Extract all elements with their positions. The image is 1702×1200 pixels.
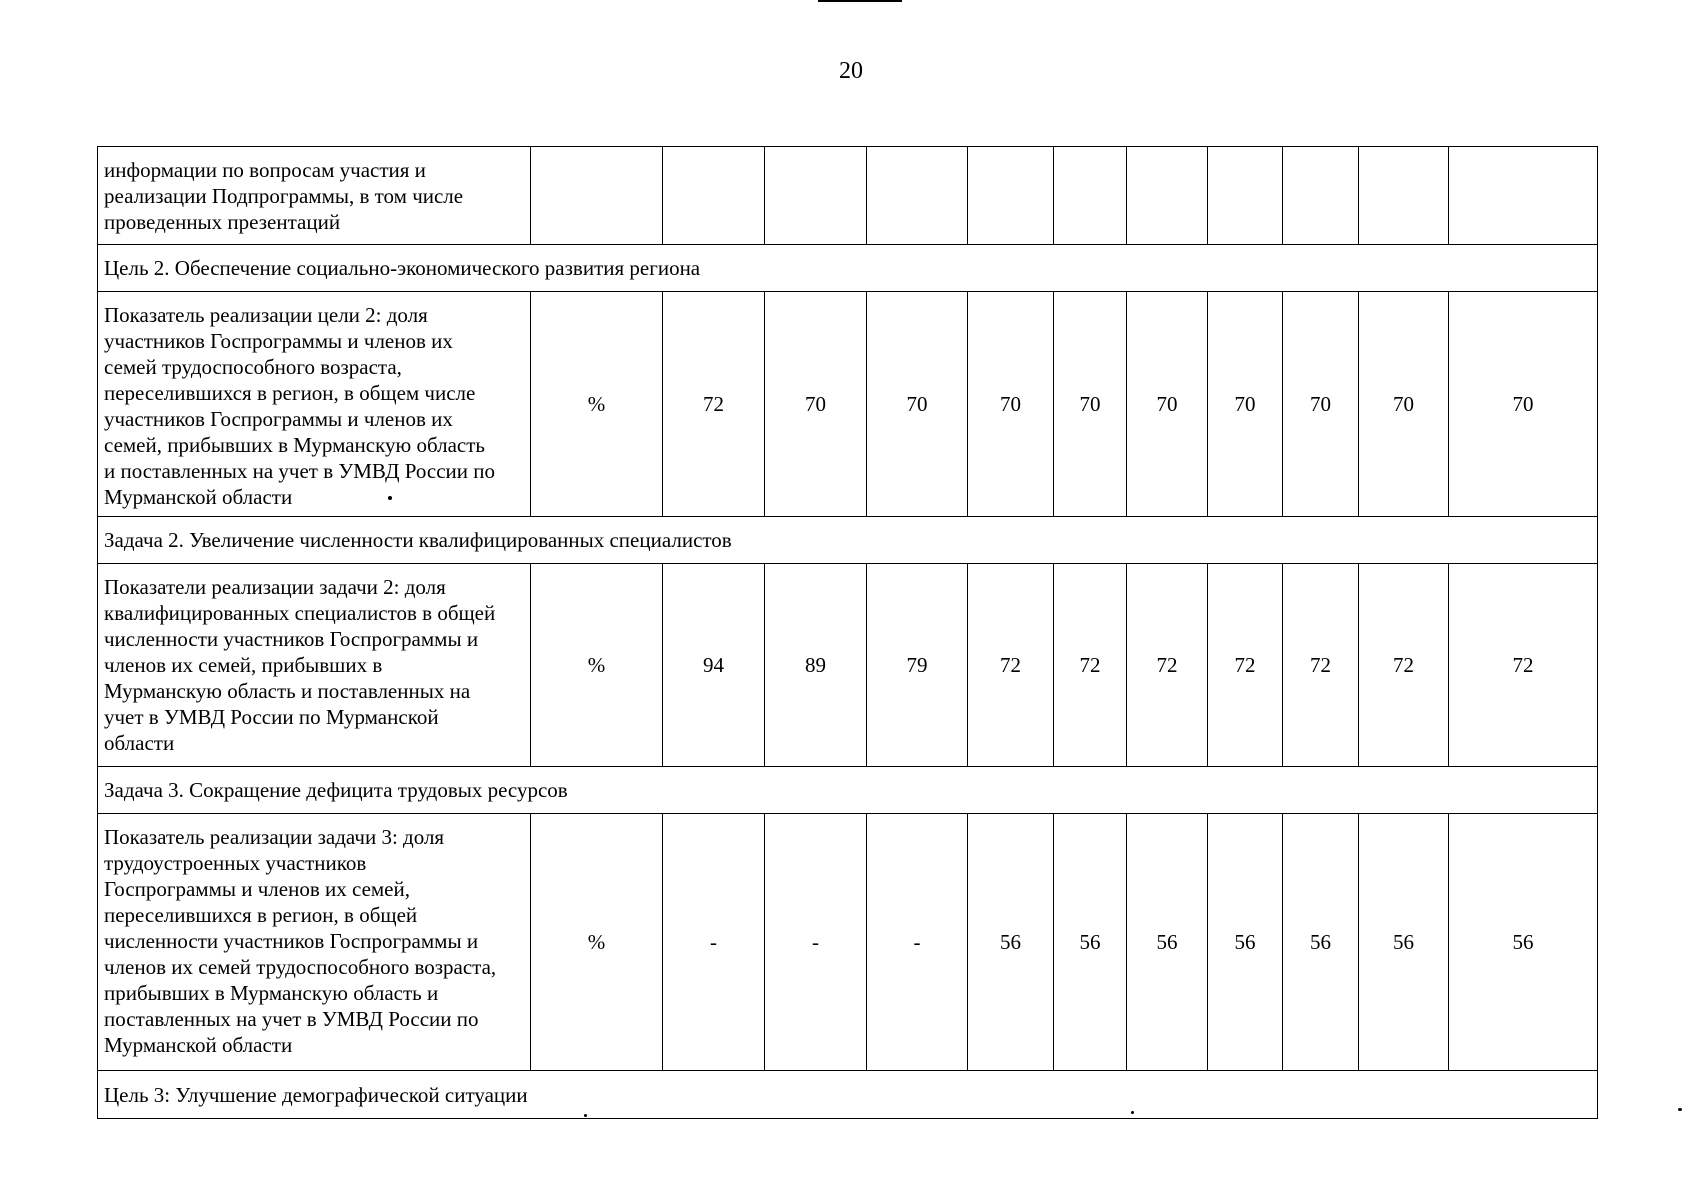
value-cell: 72 xyxy=(1283,564,1359,767)
section-heading: Цель 2. Обеспечение социально-экономического развития региона xyxy=(98,245,1598,292)
value-cell xyxy=(1054,147,1127,245)
indicator-label xyxy=(98,814,531,1071)
unit-cell: % xyxy=(531,814,663,1071)
value-cell: 70 xyxy=(1283,292,1359,517)
unit-cell xyxy=(531,147,663,245)
value-cell: 72 xyxy=(1208,564,1283,767)
value-cell: 70 xyxy=(1359,292,1449,517)
value-cell xyxy=(1449,147,1598,245)
value-cell xyxy=(968,147,1054,245)
value-cell: 70 xyxy=(867,292,968,517)
indicator-row xyxy=(98,564,1598,767)
value-cell: 56 xyxy=(1054,814,1127,1071)
indicator-label-text: Показатель реализации цели 2: доля участников Госпрограммы и членов их семей трудоспособного возраста, переселившихся в регион, в общем числе участников Госпрограммы и членов их семей, прибывших в Мурманскую область и поставленных на учет в УМВД России по Мурманской области xyxy=(104,303,495,509)
indicator-label-text: информации по вопросам участия и реализации Подпрограммы, в том числе проведенных презентаций xyxy=(104,158,464,234)
indicator-label-text: Показатель реализации задачи 3: доля трудоустроенных участников Госпрограммы и членов их семей, переселившихся в регион, в общей численности участников Госпрограммы и членов их семей трудоспособного возраста, прибывших в Мурманскую область и поставленных на учет в УМВД России по Мурманской области xyxy=(104,825,497,1057)
value-cell: 89 xyxy=(765,564,867,767)
section-heading: Цель 3: Улучшение демографической ситуации xyxy=(98,1071,1598,1119)
value-cell: 72 xyxy=(1054,564,1127,767)
value-cell: - xyxy=(765,814,867,1071)
value-cell xyxy=(1283,147,1359,245)
section-heading: Задача 3. Сокращение дефицита трудовых ресурсов xyxy=(98,767,1598,814)
value-cell: 56 xyxy=(1208,814,1283,1071)
value-cell: 56 xyxy=(1449,814,1598,1071)
stray-dot xyxy=(1131,1111,1134,1114)
unit-cell: % xyxy=(531,292,663,517)
stray-dot xyxy=(584,1114,587,1117)
value-cell xyxy=(663,147,765,245)
indicator-label-text: Показатели реализации задачи 2: доля квалифицированных специалистов в общей численности участников Госпрограммы и членов их семей, прибывших в Мурманскую область и поставленных на учет в УМВД России по Мурманской области xyxy=(104,575,496,755)
value-cell: 70 xyxy=(1127,292,1208,517)
value-cell: - xyxy=(867,814,968,1071)
value-cell: 79 xyxy=(867,564,968,767)
stray-dot xyxy=(388,496,392,500)
section-heading: Задача 2. Увеличение численности квалифицированных специалистов xyxy=(98,517,1598,564)
value-cell: 72 xyxy=(1449,564,1598,767)
indicator-table xyxy=(97,146,1598,1119)
value-cell: 72 xyxy=(663,292,765,517)
value-cell: 94 xyxy=(663,564,765,767)
value-cell xyxy=(1208,147,1283,245)
value-cell xyxy=(765,147,867,245)
value-cell: 72 xyxy=(1359,564,1449,767)
value-cell: 70 xyxy=(1054,292,1127,517)
value-cell xyxy=(867,147,968,245)
section-row xyxy=(98,1071,1598,1119)
page-number: 20 xyxy=(839,58,863,84)
section-row xyxy=(98,767,1598,814)
value-cell: 70 xyxy=(765,292,867,517)
stray-dot xyxy=(1678,1108,1682,1111)
value-cell: 72 xyxy=(968,564,1054,767)
value-cell: 70 xyxy=(968,292,1054,517)
unit-cell: % xyxy=(531,564,663,767)
indicator-label xyxy=(98,147,531,245)
value-cell: 72 xyxy=(1127,564,1208,767)
value-cell: 70 xyxy=(1208,292,1283,517)
value-cell: 56 xyxy=(1359,814,1449,1071)
value-cell: - xyxy=(663,814,765,1071)
value-cell xyxy=(1127,147,1208,245)
indicator-row xyxy=(98,292,1598,517)
value-cell xyxy=(1359,147,1449,245)
top-edge-mark xyxy=(818,0,902,2)
indicator-label xyxy=(98,292,531,517)
value-cell: 56 xyxy=(968,814,1054,1071)
indicator-row xyxy=(98,814,1598,1071)
indicator-row xyxy=(98,147,1598,245)
value-cell: 56 xyxy=(1283,814,1359,1071)
section-row xyxy=(98,517,1598,564)
section-row xyxy=(98,245,1598,292)
value-cell: 70 xyxy=(1449,292,1598,517)
indicator-label xyxy=(98,564,531,767)
value-cell: 56 xyxy=(1127,814,1208,1071)
table-body xyxy=(98,147,1598,1119)
